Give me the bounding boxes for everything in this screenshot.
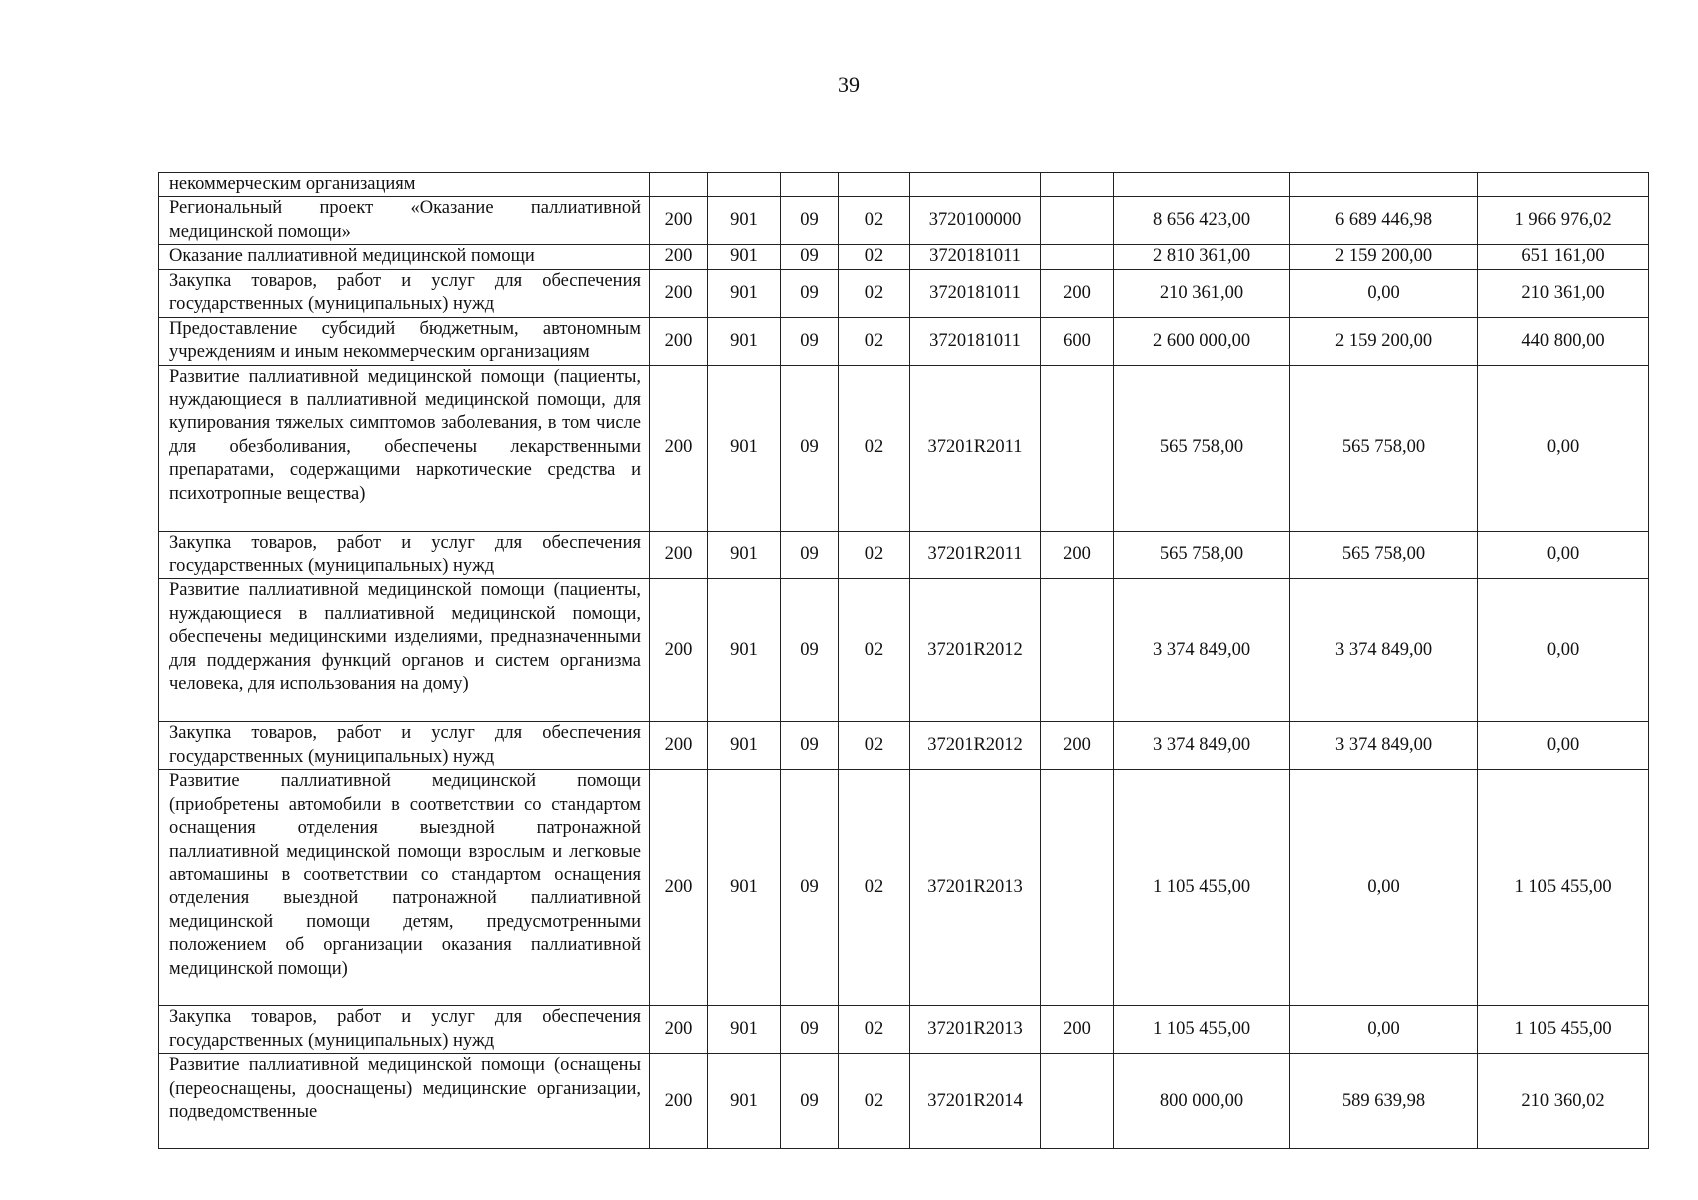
expense-type-cell: 200: [1041, 722, 1114, 770]
execution-cell: [1290, 173, 1478, 197]
execution-cell: 3 374 849,00: [1290, 722, 1478, 770]
table-row: [159, 269, 1649, 317]
subsection-cell: 02: [839, 197, 910, 245]
section-cell: 09: [781, 317, 839, 365]
section-cell: 09: [781, 770, 839, 1006]
target-article-cell: 37201R2013: [910, 1006, 1041, 1054]
expense-type-cell: [1041, 579, 1114, 722]
gr-cell: 200: [650, 722, 708, 770]
ministry-cell: 901: [708, 1054, 781, 1149]
plan-cell: 565 758,00: [1114, 531, 1290, 579]
target-article-cell: 37201R2012: [910, 722, 1041, 770]
execution-cell: 0,00: [1290, 1006, 1478, 1054]
execution-cell: 0,00: [1290, 269, 1478, 317]
item-name-cell: Региональный проект «Оказание паллиативной медицинской помощи»: [159, 197, 650, 245]
table-row: [159, 173, 1649, 197]
remainder-cell: 210 360,02: [1478, 1054, 1649, 1149]
section-cell: [781, 173, 839, 197]
ministry-cell: 901: [708, 531, 781, 579]
gr-cell: 200: [650, 531, 708, 579]
execution-cell: 6 689 446,98: [1290, 197, 1478, 245]
subsection-cell: 02: [839, 531, 910, 579]
remainder-cell: 1 105 455,00: [1478, 1006, 1649, 1054]
section-cell: 09: [781, 579, 839, 722]
expense-type-cell: 200: [1041, 269, 1114, 317]
remainder-cell: 651 161,00: [1478, 245, 1649, 269]
subsection-cell: 02: [839, 245, 910, 269]
section-cell: 09: [781, 197, 839, 245]
expense-type-cell: 200: [1041, 531, 1114, 579]
ministry-cell: 901: [708, 365, 781, 531]
item-name-cell: Закупка товаров, работ и услуг для обеспечения государственных (муниципальных) нужд: [159, 269, 650, 317]
remainder-cell: 210 361,00: [1478, 269, 1649, 317]
subsection-cell: [839, 173, 910, 197]
item-name-cell: Предоставление субсидий бюджетным, автономным учреждениям и иным некоммерческим организациям: [159, 317, 650, 365]
remainder-cell: 1 966 976,02: [1478, 197, 1649, 245]
execution-cell: 565 758,00: [1290, 531, 1478, 579]
plan-cell: 1 105 455,00: [1114, 1006, 1290, 1054]
subsection-cell: 02: [839, 269, 910, 317]
section-cell: 09: [781, 1006, 839, 1054]
table-row: [159, 1006, 1649, 1054]
plan-cell: 2 600 000,00: [1114, 317, 1290, 365]
target-article-cell: 3720181011: [910, 269, 1041, 317]
gr-cell: 200: [650, 365, 708, 531]
plan-cell: 210 361,00: [1114, 269, 1290, 317]
table-row: [159, 579, 1649, 722]
subsection-cell: 02: [839, 1054, 910, 1149]
page-number: 39: [838, 72, 860, 97]
expense-type-cell: [1041, 1054, 1114, 1149]
execution-cell: 3 374 849,00: [1290, 579, 1478, 722]
remainder-cell: [1478, 173, 1649, 197]
remainder-cell: 0,00: [1478, 531, 1649, 579]
target-article-cell: [910, 173, 1041, 197]
remainder-cell: 440 800,00: [1478, 317, 1649, 365]
gr-cell: 200: [650, 317, 708, 365]
section-cell: 09: [781, 1054, 839, 1149]
item-name-cell: Развитие паллиативной медицинской помощи (оснащены (переоснащены, дооснащены) медицинские организации, подведомственные: [159, 1054, 650, 1149]
plan-cell: 3 374 849,00: [1114, 722, 1290, 770]
target-article-cell: 3720100000: [910, 197, 1041, 245]
ministry-cell: 901: [708, 722, 781, 770]
subsection-cell: 02: [839, 722, 910, 770]
target-article-cell: 3720181011: [910, 317, 1041, 365]
target-article-cell: 37201R2014: [910, 1054, 1041, 1149]
section-cell: 09: [781, 722, 839, 770]
table-row: [159, 245, 1649, 269]
expense-type-cell: 600: [1041, 317, 1114, 365]
expense-type-cell: 200: [1041, 1006, 1114, 1054]
gr-cell: 200: [650, 245, 708, 269]
remainder-cell: 1 105 455,00: [1478, 770, 1649, 1006]
gr-cell: [650, 173, 708, 197]
section-cell: 09: [781, 269, 839, 317]
table-row: [159, 722, 1649, 770]
ministry-cell: 901: [708, 197, 781, 245]
target-article-cell: 37201R2011: [910, 531, 1041, 579]
plan-cell: 3 374 849,00: [1114, 579, 1290, 722]
subsection-cell: 02: [839, 770, 910, 1006]
expense-type-cell: [1041, 245, 1114, 269]
item-name-cell: Развитие паллиативной медицинской помощи (приобретены автомобили в соответствии со стандартом оснащения отделения выездной патронажной паллиативной медицинской помощи взрослым и легковые автомашины в соответствии со стандартом оснащения отделения выездной патронажной паллиативной медицинской помощи детям, предусмотренными положением об организации оказания паллиативной медицинской помощи): [159, 770, 650, 1006]
table-row: [159, 317, 1649, 365]
item-name-cell: некоммерческим организациям: [159, 173, 650, 197]
gr-cell: 200: [650, 197, 708, 245]
target-article-cell: 37201R2011: [910, 365, 1041, 531]
item-name-cell: Развитие паллиативной медицинской помощи (пациенты, нуждающиеся в паллиативной медицинской помощи, для купирования тяжелых симптомов заболевания, в том числе для обезболивания, обеспечены лекарственными препаратами, содержащими наркотические средства и психотропные вещества): [159, 365, 650, 531]
subsection-cell: 02: [839, 1006, 910, 1054]
item-name-cell: Закупка товаров, работ и услуг для обеспечения государственных (муниципальных) нужд: [159, 531, 650, 579]
table-row: [159, 365, 1649, 531]
expense-type-cell: [1041, 365, 1114, 531]
remainder-cell: 0,00: [1478, 579, 1649, 722]
gr-cell: 200: [650, 579, 708, 722]
remainder-cell: 0,00: [1478, 722, 1649, 770]
execution-cell: 0,00: [1290, 770, 1478, 1006]
plan-cell: 1 105 455,00: [1114, 770, 1290, 1006]
budget-table: [158, 172, 1649, 1149]
gr-cell: 200: [650, 770, 708, 1006]
gr-cell: 200: [650, 269, 708, 317]
subsection-cell: 02: [839, 365, 910, 531]
ministry-cell: [708, 173, 781, 197]
target-article-cell: 37201R2013: [910, 770, 1041, 1006]
ministry-cell: 901: [708, 579, 781, 722]
expense-type-cell: [1041, 173, 1114, 197]
ministry-cell: 901: [708, 770, 781, 1006]
ministry-cell: 901: [708, 1006, 781, 1054]
section-cell: 09: [781, 531, 839, 579]
execution-cell: 589 639,98: [1290, 1054, 1478, 1149]
remainder-cell: 0,00: [1478, 365, 1649, 531]
plan-cell: 8 656 423,00: [1114, 197, 1290, 245]
table-row: [159, 531, 1649, 579]
subsection-cell: 02: [839, 579, 910, 722]
ministry-cell: 901: [708, 269, 781, 317]
ministry-cell: 901: [708, 317, 781, 365]
subsection-cell: 02: [839, 317, 910, 365]
execution-cell: 565 758,00: [1290, 365, 1478, 531]
gr-cell: 200: [650, 1006, 708, 1054]
table-row: [159, 1054, 1649, 1149]
target-article-cell: 37201R2012: [910, 579, 1041, 722]
plan-cell: 800 000,00: [1114, 1054, 1290, 1149]
execution-cell: 2 159 200,00: [1290, 317, 1478, 365]
table-row: [159, 197, 1649, 245]
plan-cell: 2 810 361,00: [1114, 245, 1290, 269]
table-row: [159, 770, 1649, 1006]
table-body: [159, 173, 1649, 1149]
gr-cell: 200: [650, 1054, 708, 1149]
item-name-cell: Закупка товаров, работ и услуг для обеспечения государственных (муниципальных) нужд: [159, 722, 650, 770]
expense-type-cell: [1041, 197, 1114, 245]
item-name-cell: Закупка товаров, работ и услуг для обеспечения государственных (муниципальных) нужд: [159, 1006, 650, 1054]
section-cell: 09: [781, 245, 839, 269]
item-name-cell: Развитие паллиативной медицинской помощи (пациенты, нуждающиеся в паллиативной медицинской помощи, обеспечены медицинскими изделиями, предназначенными для поддержания функций органов и систем организма человека, для использования на дому): [159, 579, 650, 722]
ministry-cell: 901: [708, 245, 781, 269]
plan-cell: 565 758,00: [1114, 365, 1290, 531]
target-article-cell: 3720181011: [910, 245, 1041, 269]
section-cell: 09: [781, 365, 839, 531]
item-name-cell: Оказание паллиативной медицинской помощи: [159, 245, 650, 269]
expense-type-cell: [1041, 770, 1114, 1006]
plan-cell: [1114, 173, 1290, 197]
execution-cell: 2 159 200,00: [1290, 245, 1478, 269]
